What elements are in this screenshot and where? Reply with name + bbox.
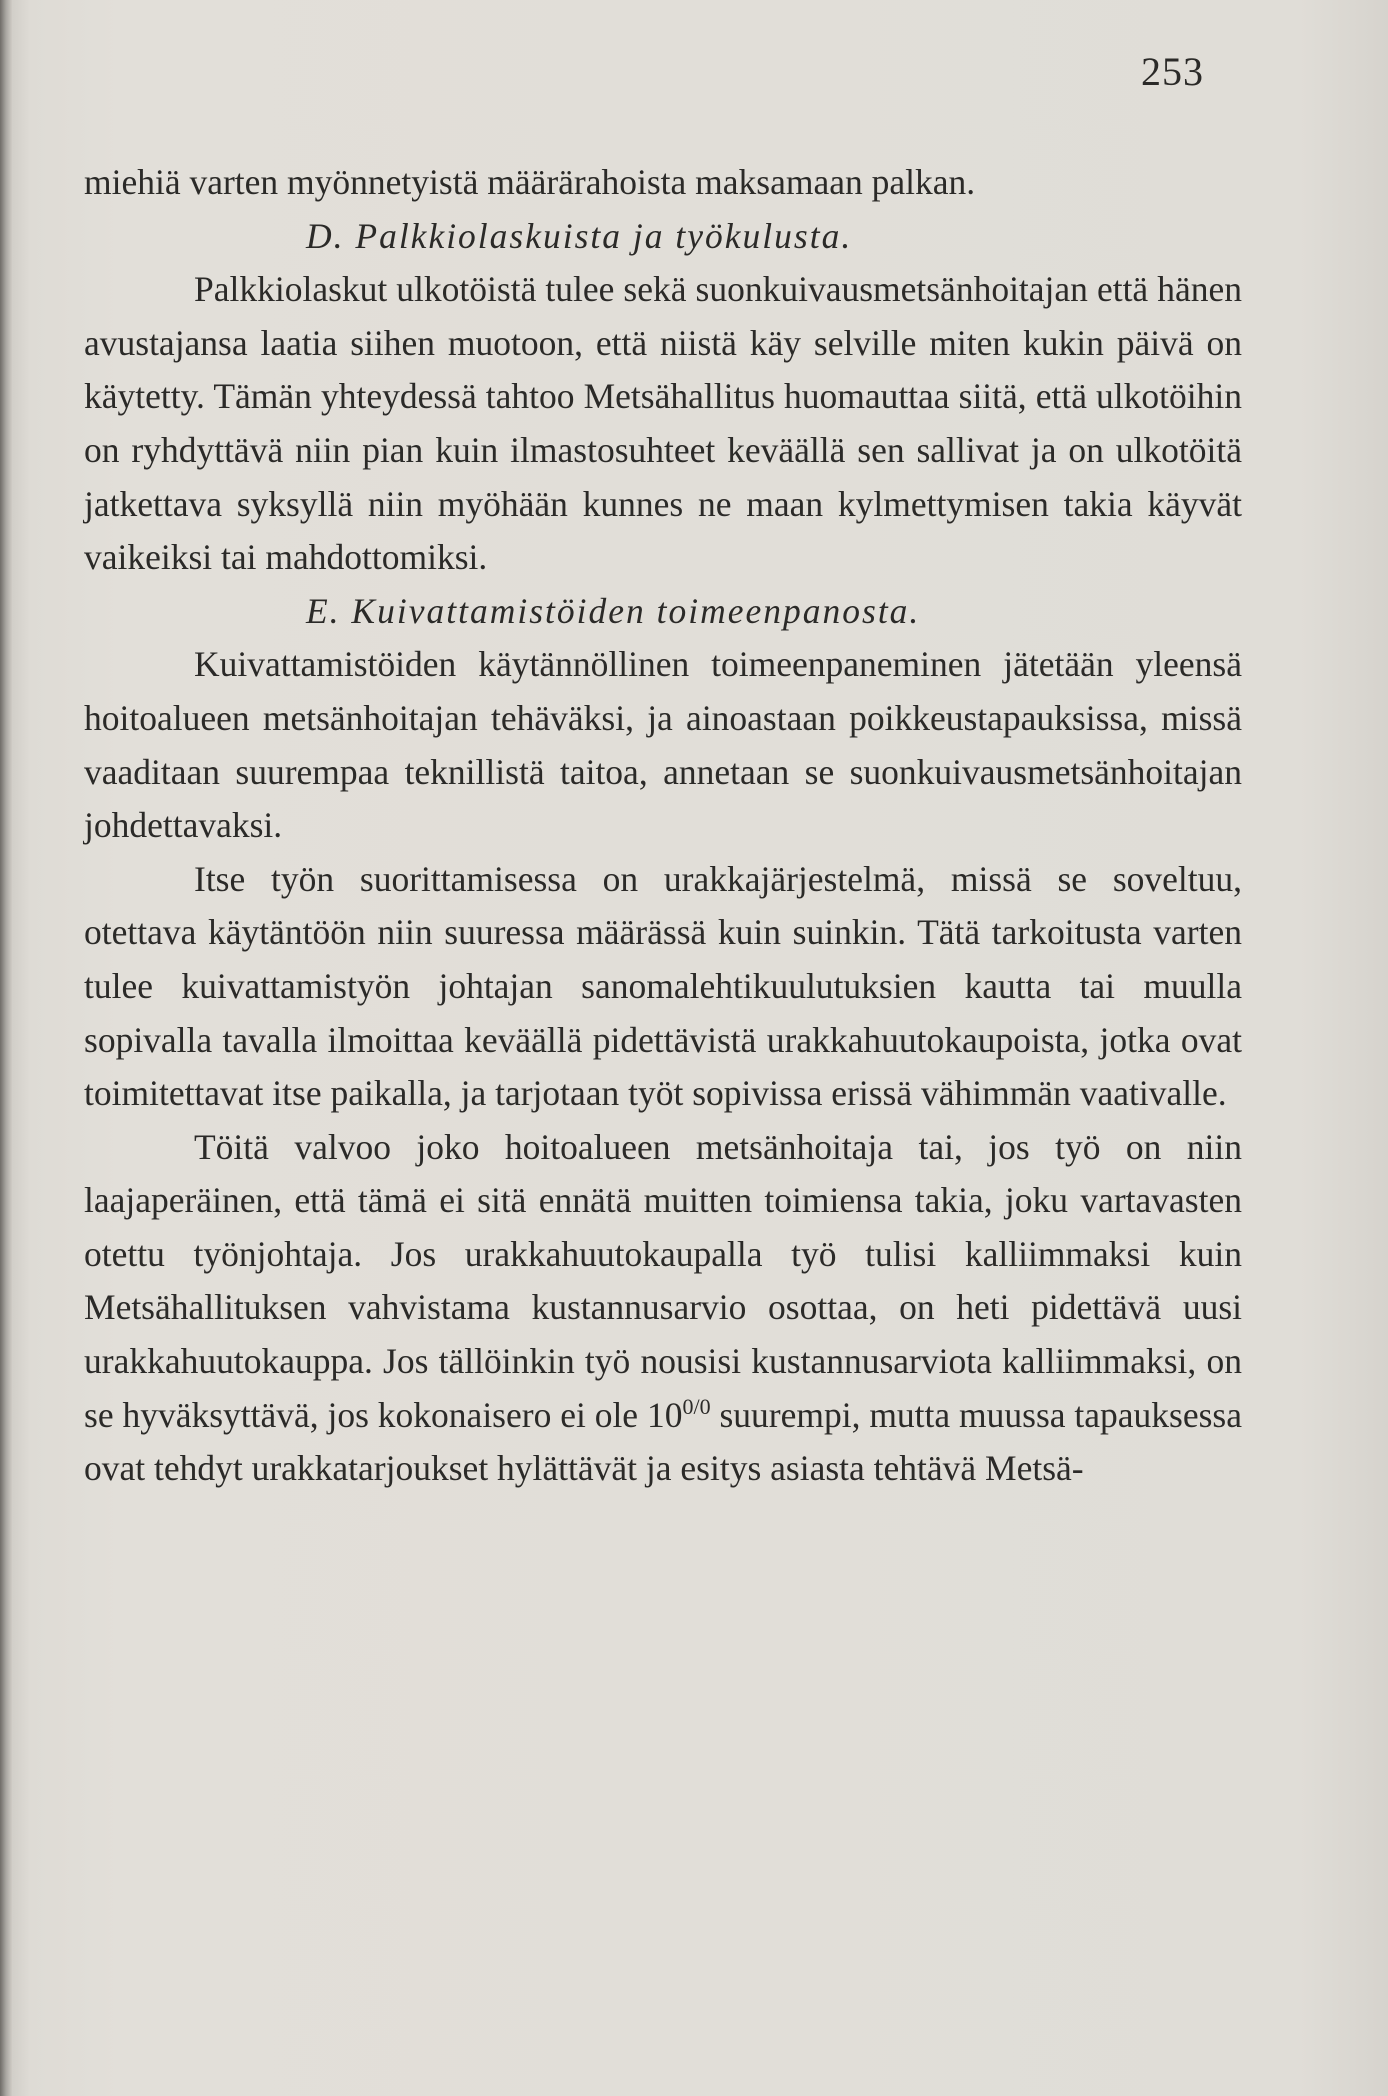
page-body [84, 156, 1242, 1496]
section-e-paragraph-1: Kuivattamistöiden käytännöllinen toimeenpaneminen jätetään yleensä hoitoalueen metsänhoitajan tehäväksi, ja ainoastaan poikkeustapauksissa, missä vaaditaan suurempaa teknillistä taitoa, annetaan se suonkuivausmetsänhoitajan johdettavaksi. [84, 644, 1242, 846]
section-e-heading: E. Kuivattamistöiden toimeenpanosta. [306, 590, 921, 631]
section-e-paragraph-3-text: Töitä valvoo joko hoitoalueen metsänhoitaja tai, jos työ on niin laajaperäinen, että tämä ei sitä ennätä muitten toimiensa takia, joku vartavasten otettu työnjohtaja. Jos urakkahuutokaupalla työ tulisi kalliimmaksi kuin Metsähallituksen vahvistama kustannusarvio osottaa, on heti pidettävä uusi urakkahuutokauppa. Jos tällöinkin työ nousisi kustannusarviota kalliimmaksi, on se hyväksyttävä, jos kokonaisero ei ole 10 [84, 1126, 1242, 1435]
section-d-heading: D. Palkkiolaskuista ja työkulusta. [306, 215, 853, 256]
section-e-paragraph-2: Itse työn suorittamisessa on urakkajärjestelmä, missä se soveltuu, otettava käytäntöön niin suuressa määrässä kuin suinkin. Tätä tarkoitusta varten tulee kuivattamistyön johtajan sanomalehtikuulutuksien kautta tai muulla sopivalla tavalla ilmoittaa keväällä pidettävistä urakkahuutokaupoista, jotka ovat toimitettavat itse paikalla, ja tarjotaan työt sopivissa erissä vähimmän vaativalle. [84, 858, 1242, 1114]
book-spine-shadow [0, 0, 12, 2096]
percent-superscript: 0/0 [682, 1393, 711, 1419]
section-d-paragraph: Palkkiolaskut ulkotöistä tulee sekä suonkuivausmetsänhoitajan että hänen avustajansa laatia siihen muotoon, että niistä käy selville miten kukin päivä on käytetty. Tämän yhteydessä tahtoo Metsähallitus huomauttaa siitä, että ulkotöihin on ryhdyttävä niin pian kuin ilmastosuhteet keväällä sen sallivat ja on ulkotöitä jatkettava syksyllä niin myöhään kunnes ne maan kylmettymisen takia käyvät vaikeiksi tai mahdottomiksi. [84, 269, 1242, 578]
page-number: 253 [1141, 49, 1204, 94]
section-e-paragraph-3 [84, 1121, 1242, 1496]
opening-paragraph: miehiä varten myönnetyistä määrärahoista maksamaan palkan. [84, 162, 976, 202]
section-e-paragraph-3-text-end: suurempi, mutta muussa tapauksessa ovat tehdyt urakkatarjoukset hylättävät ja esitys asiasta tehtävä Metsä- [84, 1394, 1243, 1489]
